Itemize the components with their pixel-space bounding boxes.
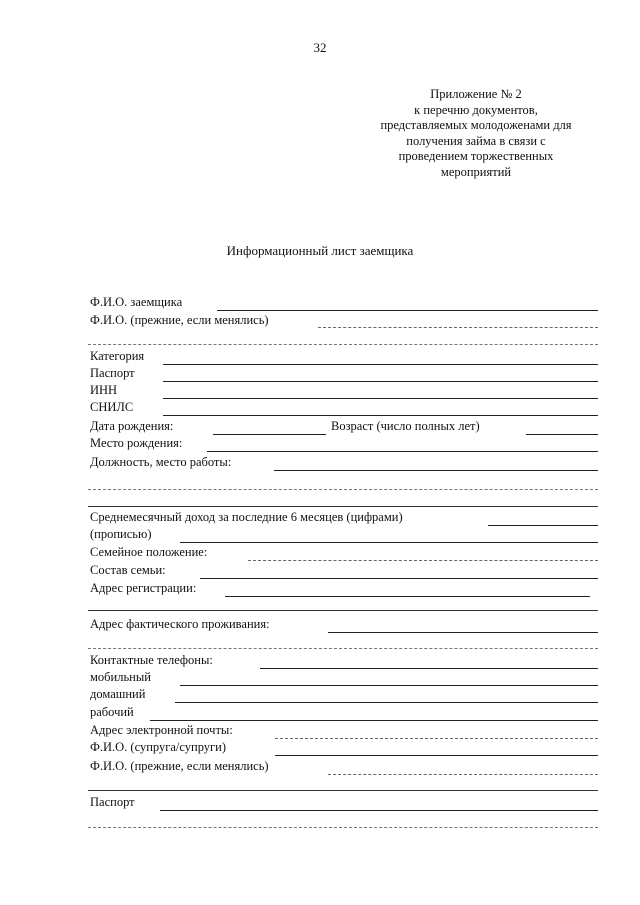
phones-label: Контактные телефоны: — [90, 653, 213, 667]
category-field[interactable] — [163, 364, 598, 365]
snils-label: СНИЛС — [90, 400, 134, 414]
mobile-label: мобильный — [90, 670, 151, 684]
work-label: рабочий — [90, 705, 134, 719]
borrower-name-label: Ф.И.О. заемщика — [90, 295, 183, 309]
borrower-prev-name-field[interactable] — [318, 327, 598, 328]
spouse-prev-name-label: Ф.И.О. (прежние, если менялись) — [90, 759, 269, 773]
birth-place-field[interactable] — [207, 451, 598, 452]
section-divider — [88, 790, 598, 791]
section-divider — [88, 344, 598, 345]
borrower-name-field[interactable] — [217, 310, 598, 311]
marital-status-label: Семейное положение: — [90, 545, 208, 559]
marital-status-field[interactable] — [248, 560, 598, 561]
family-label: Состав семьи: — [90, 563, 166, 577]
income-words-label: (прописью) — [90, 527, 152, 541]
appendix-line: проведением торжественных — [398, 149, 554, 163]
home-field[interactable] — [175, 702, 598, 703]
passport-field[interactable] — [163, 381, 598, 382]
spouse-passport-field[interactable] — [160, 810, 598, 811]
reg-address-label: Адрес регистрации: — [90, 581, 197, 595]
family-field[interactable] — [200, 578, 598, 579]
page-number: 32 — [313, 40, 327, 55]
snils-field[interactable] — [163, 415, 598, 416]
section-divider — [88, 827, 598, 828]
section-divider — [88, 506, 598, 507]
appendix-line: Приложение № 2 — [430, 87, 522, 101]
borrower-prev-name-label: Ф.И.О. (прежние, если менялись) — [90, 313, 269, 327]
appendix-line: к перечню документов, — [414, 102, 538, 117]
spouse-name-field[interactable] — [275, 755, 598, 756]
spouse-passport-label: Паспорт — [90, 795, 135, 809]
home-label: домашний — [90, 687, 146, 701]
form-title: Информационный лист заемщика — [226, 243, 414, 258]
inn-label: ИНН — [90, 383, 118, 397]
mobile-field[interactable] — [180, 685, 598, 686]
spouse-name-label: Ф.И.О. (супруга/супруги) — [90, 740, 227, 754]
income-digits-label: Среднемесячный доход за последние 6 месяцев (цифрами) — [90, 510, 403, 524]
actual-address-label: Адрес фактического проживания: — [90, 617, 270, 631]
position-label: Должность, место работы: — [90, 455, 232, 469]
section-divider — [88, 489, 598, 490]
birth-date-label: Дата рождения: — [90, 419, 174, 433]
section-divider — [88, 648, 598, 649]
phones-field[interactable] — [260, 668, 598, 669]
email-label: Адрес электронной почты: — [90, 723, 233, 737]
category-label: Категория — [90, 349, 145, 363]
work-field[interactable] — [150, 720, 598, 721]
income-words-field[interactable] — [180, 542, 598, 543]
appendix-line: представляемых молодоженами для — [380, 118, 572, 132]
income-digits-field[interactable] — [488, 525, 598, 526]
appendix-line: мероприятий — [440, 164, 512, 179]
actual-address-field[interactable] — [328, 632, 598, 633]
age-label: Возраст (число полных лет) — [331, 419, 480, 433]
age-field[interactable] — [526, 434, 598, 435]
spouse-prev-name-field[interactable] — [328, 774, 598, 775]
birth-place-label: Место рождения: — [90, 436, 183, 450]
birth-date-field[interactable] — [213, 434, 326, 435]
passport-label: Паспорт — [90, 366, 135, 380]
inn-field[interactable] — [163, 398, 598, 399]
appendix-line: получения займа в связи с — [406, 133, 546, 148]
section-divider — [88, 610, 598, 611]
reg-address-field[interactable] — [225, 596, 590, 597]
email-field[interactable] — [275, 738, 598, 739]
appendix-header — [330, 87, 622, 180]
position-field[interactable] — [274, 470, 598, 471]
